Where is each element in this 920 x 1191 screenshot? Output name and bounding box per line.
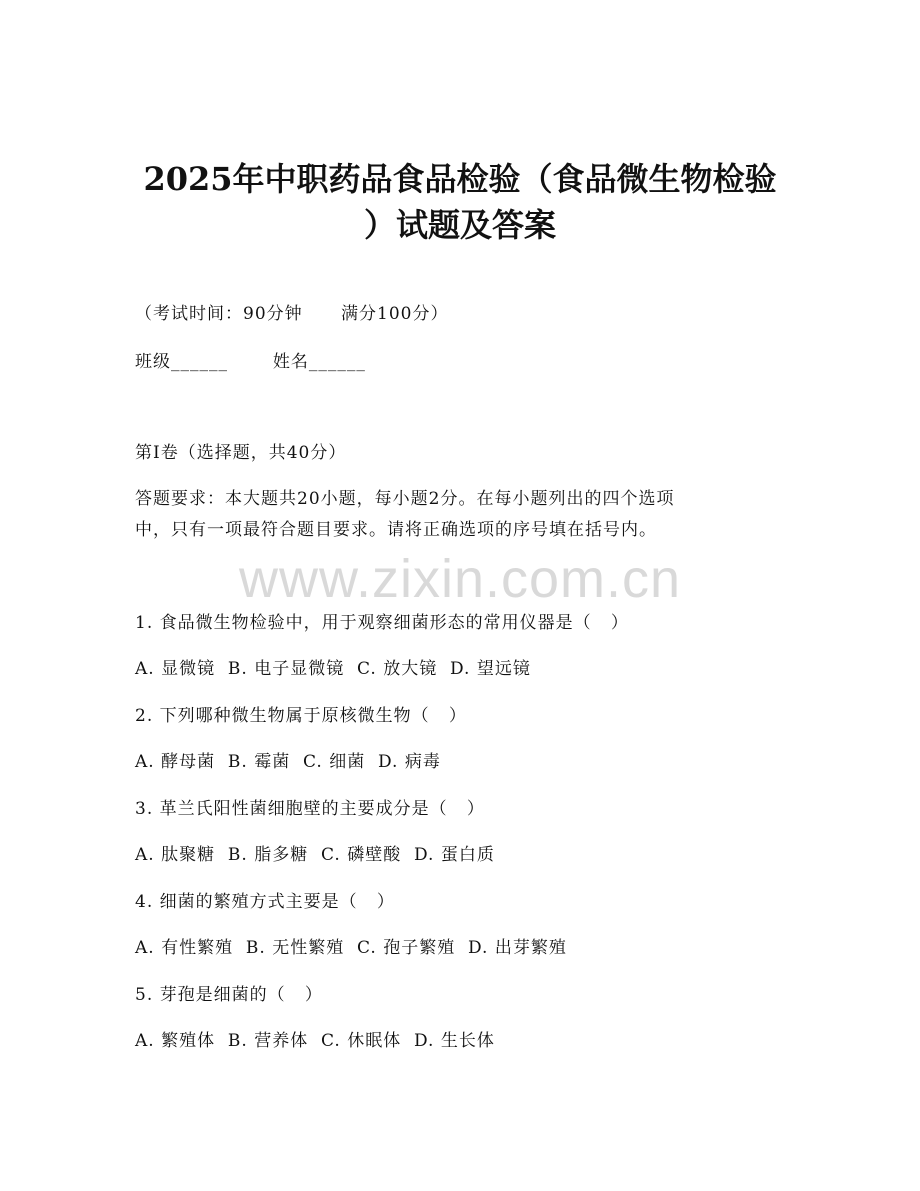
question-4-stem: 4. 细菌的繁殖方式主要是（ ） (135, 892, 395, 912)
question-3-options: A. 肽聚糖 B. 脂多糖 C. 磷壁酸 D. 蛋白质 (135, 845, 495, 865)
document-title-line-2: ）试题及答案 (363, 206, 556, 244)
question-4-options: A. 有性繁殖 B. 无性繁殖 C. 孢子繁殖 D. 出芽繁殖 (135, 938, 567, 958)
class-name-fields: 班级______ 姓名______ (135, 352, 366, 372)
exam-time-score: （考试时间：90分钟 满分100分） (135, 304, 449, 324)
question-1-stem: 1. 食品微生物检验中，用于观察细菌形态的常用仪器是（ ） (135, 613, 629, 633)
question-1-options: A. 显微镜 B. 电子显微镜 C. 放大镜 D. 望远镜 (135, 659, 531, 679)
section-heading: 第I卷（选择题，共40分） (135, 443, 347, 463)
question-5-stem: 5. 芽孢是细菌的（ ） (135, 985, 323, 1005)
question-2-options: A. 酵母菌 B. 霉菌 C. 细菌 D. 病毒 (135, 752, 441, 772)
document-title-line-1: 2025年中职药品食品检验（食品微生物检验 (143, 160, 777, 198)
question-5-options: A. 繁殖体 B. 营养体 C. 休眠体 D. 生长体 (135, 1031, 495, 1051)
watermark: www.zixin.com.cn (238, 549, 682, 609)
question-2-stem: 2. 下列哪种微生物属于原核微生物（ ） (135, 706, 467, 726)
question-3-stem: 3. 革兰氏阳性菌细胞壁的主要成分是（ ） (135, 799, 485, 819)
section-instructions-line-1: 答题要求：本大题共20小题，每小题2分。在每小题列出的四个选项 (135, 489, 675, 509)
section-instructions-line-2: 中，只有一项最符合题目要求。请将正确选项的序号填在括号内。 (135, 520, 657, 540)
